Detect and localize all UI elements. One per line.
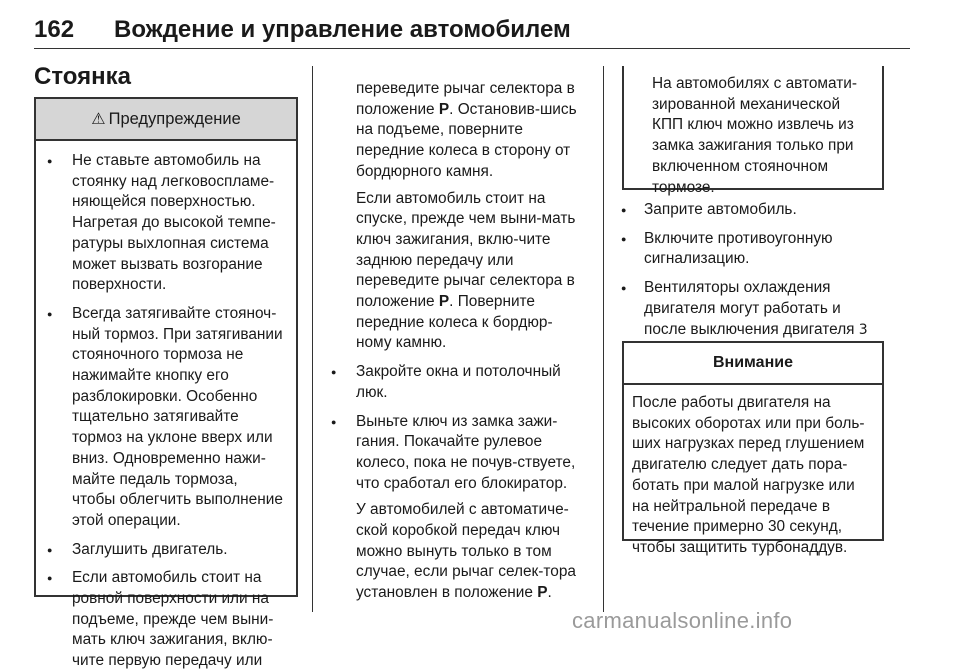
amt-note: На автомобилях с автомати-зированной механической КПП ключ можно извлечь из замка зажигания только при включенном стояночном тормозе. [652, 75, 857, 196]
list-item: ● Заприте автомобиль. [620, 200, 882, 221]
paragraph-automatic [330, 500, 582, 604]
list-item: ● Если автомобиль стоит на ровной поверхности или на подъеме, прежде чем выни-мать ключ зажигания, вклю-чите первую передачу или [46, 568, 284, 672]
text: Вентиляторы охлаждения двигателя могут работать и после выключения двигателя [644, 279, 855, 338]
warning-triangle-icon: ⚠ [91, 111, 106, 128]
gear-p-label: P [537, 584, 548, 602]
column-2 [330, 67, 582, 604]
chapter-title: Вождение и управление автомобилем [114, 16, 571, 43]
text: Выньте ключ из замка зажи-гания. Покачайте рулевое колесо, пока не почув-ствуете, что сработал его блокиратор. [356, 412, 576, 492]
list-item [330, 412, 582, 495]
text: У автомобилей с автоматиче-ской коробкой передач ключ можно вынуть только в том случае, если рычаг селек-тора установлен в положение [356, 501, 576, 602]
caution-box-title: Внимание [713, 354, 793, 371]
paragraph-continuation [330, 79, 582, 183]
text: переведите рычаг селектора в положение [356, 80, 575, 118]
instruction-list-2 [620, 200, 882, 361]
section-title: Стоянка [34, 63, 131, 90]
warning-box [34, 97, 298, 670]
gear-p-label: P [438, 293, 450, 311]
page-number: 162 [34, 16, 75, 43]
list-item: ● Закройте окна и потолочный люк. [330, 362, 582, 403]
caution-text: После работы двигателя на высоких оборотах или при боль-ших нагрузках перед глушением двигателю следует дать пора-ботать при малой нагрузке или на нейтральной передаче в течение примерно 30 секунд, чтобы защитить турбонаддув. [632, 394, 865, 556]
text: . [547, 584, 552, 602]
text: . Поверните передние колеса к бордюр-ному камню. [356, 293, 553, 352]
page-header [34, 0, 910, 49]
warning-list [46, 151, 284, 672]
gear-p-label: P [438, 100, 450, 118]
warning-box-title: Предупреждение [108, 109, 241, 128]
amt-note-box [622, 66, 884, 196]
caution-box [622, 341, 884, 556]
text: . Остановив-шись на подъеме, поверните передние колеса в сторону от бордюрного камня. [356, 100, 577, 180]
watermark: carmanualsonline.info [572, 608, 793, 633]
paragraph-slope [330, 189, 582, 355]
list-item: ● Включите противоугонную сигнализацию. [620, 229, 882, 270]
warning-box-header [36, 99, 296, 141]
list-item: ● Не ставьте автомобиль на стоянку над легковоспламе-няющейся поверхностью. Нагретая до высокой темпе-ратуры выхлопная система может вызвать возгорание поверхности. [46, 151, 284, 296]
text: Если автомобиль стоит на спуске, прежде чем выни-мать ключ зажигания, вклю-чите заднюю передачу или переведите рычаг селектора в положение [356, 189, 576, 311]
list-item: ● Заглушить двигатель. [46, 540, 284, 561]
page-ref-arrow-icon: 3 [858, 321, 868, 338]
column-divider-2 [603, 66, 604, 612]
list-item: ● Всегда затягивайте стояноч-ный тормоз. При затягивании стояночного тормоза не нажимайте кнопку его разблокировки. Особенно тщательно затягивайте тормоз на уклоне вверх или вниз. Одновременно нажи-майте педаль тормоза, чтобы облегчить выполнение этой операции. [46, 304, 284, 532]
caution-box-header [624, 343, 882, 385]
column-divider-1 [312, 66, 313, 612]
instruction-list [330, 362, 582, 494]
